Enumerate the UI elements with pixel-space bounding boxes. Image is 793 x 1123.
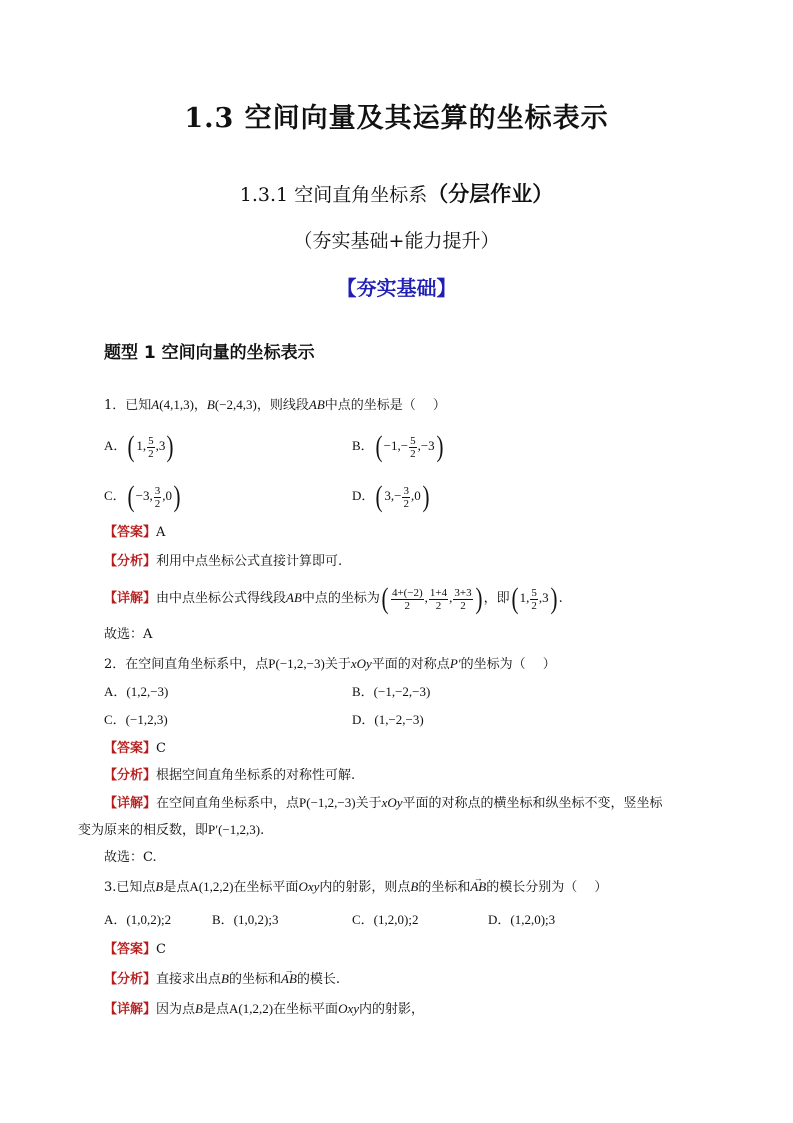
q1-option-d xyxy=(352,482,431,512)
q3-stem-text: 内的射影，则点 xyxy=(319,880,411,895)
option-text: ,0 xyxy=(162,487,173,503)
right-paren: ) xyxy=(436,430,444,463)
point-a: A(1,2,2) xyxy=(189,879,234,894)
result-text: ,3 xyxy=(538,589,549,605)
q1-answer xyxy=(104,524,165,542)
point-b: B xyxy=(195,1001,203,1016)
detail-tag: 【详解】 xyxy=(104,590,157,606)
q3-option-c: C．(1,2,0);2 xyxy=(352,912,419,927)
option-text: ,0 xyxy=(410,487,421,503)
fraction xyxy=(147,435,155,460)
q3-option-a: A．(1,0,2);2 xyxy=(104,912,172,927)
segment-ab: AB xyxy=(286,589,302,605)
q2-option-b: B．(−1,−2,−3) xyxy=(352,684,431,699)
analysis-text: 的模长. xyxy=(296,972,341,987)
point-a-coords: (4,1,3) xyxy=(159,397,194,412)
q1-option-b xyxy=(352,432,445,462)
q2-option-d: D．(1,−2,−3) xyxy=(352,712,424,727)
fraction xyxy=(154,485,162,510)
fraction xyxy=(453,587,472,612)
left-paren: ( xyxy=(375,480,383,513)
numerator: 3 xyxy=(403,484,409,497)
segment-ab: AB xyxy=(308,397,325,412)
numerator: 5 xyxy=(531,586,537,599)
right-paren: ) xyxy=(475,582,483,615)
left-paren: ( xyxy=(127,480,135,513)
plane-xoy: xOy xyxy=(381,795,403,810)
fraction xyxy=(409,435,417,460)
answer-value: A xyxy=(156,525,166,540)
right-paren: ) xyxy=(422,480,430,513)
detail-tag: 【详解】 xyxy=(104,1002,157,1017)
point-b-coords: (−2,4,3) xyxy=(214,397,257,412)
denominator: 2 xyxy=(148,447,154,460)
numerator: 4+(−2) xyxy=(391,586,423,599)
option-text: ,3 xyxy=(155,437,166,453)
numerator: 5 xyxy=(410,434,416,447)
numerator: 3+3 xyxy=(454,586,472,599)
option-label: D． xyxy=(352,487,375,503)
q1-option-a xyxy=(104,432,175,462)
answer-value: C xyxy=(156,741,166,756)
denominator: 2 xyxy=(410,447,416,460)
q2-analysis xyxy=(104,767,355,785)
q1-stem-text: 中点的坐标是（ ） xyxy=(324,398,446,413)
left-paren: ( xyxy=(511,582,519,615)
point-p-prime: P′(−1,2,3) xyxy=(208,822,261,837)
q1-stem-text: 1．已知 xyxy=(104,398,152,413)
q3-stem-text: 的模长分别为（ ） xyxy=(486,880,608,895)
denominator: 2 xyxy=(404,599,411,612)
q2-choice: 故选：C. xyxy=(104,850,157,865)
q3-analysis xyxy=(104,970,340,989)
point-b: B xyxy=(410,879,419,894)
q2-detail xyxy=(104,794,663,813)
q1-option-c xyxy=(104,482,182,512)
answer-tag: 【答案】 xyxy=(104,525,157,540)
point-b: B xyxy=(206,397,215,412)
q3-stem-text: 的坐标和 xyxy=(418,880,471,895)
section-heading: 【夯实基础】 xyxy=(336,276,457,300)
detail-text: 是点 xyxy=(202,1002,229,1017)
detail-text: . xyxy=(558,590,563,606)
detail-text: 中点的坐标为 xyxy=(301,590,380,606)
q2-option-c: C．(−1,2,3) xyxy=(104,712,168,727)
separator: ， xyxy=(193,398,207,413)
answer-tag: 【答案】 xyxy=(104,741,157,756)
q3-stem xyxy=(104,878,607,897)
option-label: C． xyxy=(104,487,126,503)
detail-text: 平面的对称点的横坐标和纵坐标不变，竖坐标 xyxy=(402,796,663,811)
q2-stem-text: 平面的对称点 xyxy=(371,657,450,672)
answer-value: C xyxy=(156,942,166,957)
numerator: 5 xyxy=(148,434,154,447)
q3-stem-text: 在坐标平面 xyxy=(233,880,299,895)
plane-oxy: Oxy xyxy=(338,1001,359,1016)
point-b: B xyxy=(221,971,229,986)
q3-option-b: B．(1,0,2);3 xyxy=(212,912,279,927)
answer-tag: 【答案】 xyxy=(104,942,157,957)
left-paren: ( xyxy=(381,582,389,615)
q2-stem-text: 关于 xyxy=(324,657,351,672)
option-text: −3, xyxy=(135,487,153,503)
point-p-prime: P′ xyxy=(449,656,461,671)
q3-stem-text: 是点 xyxy=(163,880,190,895)
right-paren: ) xyxy=(550,582,558,615)
detail-text: 在空间直角坐标系中，点 xyxy=(156,796,300,811)
result-expression xyxy=(510,582,559,615)
option-text: ,−3 xyxy=(417,437,435,453)
q2-stem-text: 2．在空间直角坐标系中，点 xyxy=(104,657,269,672)
vector-ab: → AB xyxy=(281,970,297,988)
q1-stem-text: ，则线段 xyxy=(256,398,309,413)
option-text: 1, xyxy=(136,437,147,453)
q2-stem xyxy=(104,655,556,674)
subtitle xyxy=(0,178,793,208)
point-a: A xyxy=(151,397,160,412)
detail-text: 内的射影， xyxy=(359,1002,425,1017)
option-label: B． xyxy=(352,437,374,453)
q2-answer xyxy=(104,740,166,758)
type-heading: 题型 1 空间向量的坐标表示 xyxy=(104,343,315,363)
analysis-text: 的坐标和 xyxy=(228,972,281,987)
fraction xyxy=(402,485,410,510)
numerator: 1+4 xyxy=(429,586,448,599)
midpoint-expression: ( $\frac{4+(-2)}{2}$ , $\frac{1+4}{2}$ , $\frac{3+3}{2}$ ) xyxy=(381,582,483,615)
fraction xyxy=(391,587,424,612)
page-title: 1.3 空间向量及其运算的坐标表示 xyxy=(184,103,609,134)
denominator: 2 xyxy=(403,497,409,510)
plane-oxy: Oxy xyxy=(298,879,320,894)
denominator: 2 xyxy=(460,599,466,612)
q3-detail xyxy=(104,1000,424,1019)
point-p: P(−1,2,−3) xyxy=(299,795,356,810)
analysis-text: 直接求出点 xyxy=(156,972,222,987)
q3-stem-text: 3.已知点 xyxy=(104,880,156,895)
left-paren: ( xyxy=(375,430,383,463)
denominator: 2 xyxy=(435,599,442,612)
plane-xoy: xOy xyxy=(350,656,372,671)
detail-tag: 【详解】 xyxy=(104,796,157,811)
detail-text: ，即 xyxy=(483,590,510,606)
q2-stem-text: 的坐标为（ ） xyxy=(460,657,556,672)
detail-text: . xyxy=(260,823,265,838)
point-p: P(−1,2,−3) xyxy=(268,656,325,671)
detail-text: 在坐标平面 xyxy=(273,1002,339,1017)
q1-choice: 故选：A xyxy=(104,627,153,642)
analysis-tag: 【分析】 xyxy=(104,972,157,987)
subtitle-number: 1.3.1 xyxy=(239,184,295,206)
q2-detail-continued xyxy=(78,821,264,840)
denominator: 2 xyxy=(154,497,161,510)
vector-ab: → AB xyxy=(470,878,486,896)
detail-text: 因为点 xyxy=(156,1002,196,1017)
denominator: 2 xyxy=(531,599,537,612)
option-label: A． xyxy=(104,437,127,453)
point-a: A(1,2,2) xyxy=(229,1001,274,1016)
right-paren: ) xyxy=(166,430,174,463)
subtitle-secondary: （夯实基础+能力提升） xyxy=(293,230,500,252)
detail-text: 关于 xyxy=(355,796,382,811)
fraction xyxy=(530,587,538,612)
q3-answer xyxy=(104,941,166,959)
right-paren: ) xyxy=(173,480,181,513)
q3-option-d: D．(1,2,0);3 xyxy=(488,912,556,927)
result-text: 1, xyxy=(519,589,530,605)
option-text: 3,− xyxy=(384,487,402,503)
detail-text: 由中点坐标公式得线段 xyxy=(156,590,287,606)
q1-analysis xyxy=(104,553,342,571)
analysis-tag: 【分析】 xyxy=(104,554,157,569)
subtitle-text: 空间直角坐标系 xyxy=(294,184,428,206)
analysis-tag: 【分析】 xyxy=(104,768,157,783)
q2-option-a: A．(1,2,−3) xyxy=(104,684,169,699)
point-b: B xyxy=(155,879,164,894)
option-text: −1,− xyxy=(383,437,409,453)
detail-text: 变为原来的相反数，即 xyxy=(78,823,209,838)
analysis-text: 根据空间直角坐标系的对称性可解. xyxy=(156,768,356,783)
left-paren: ( xyxy=(127,430,135,463)
q1-detail xyxy=(104,584,563,614)
numerator: 3 xyxy=(154,484,161,497)
fraction xyxy=(429,587,448,612)
analysis-text: 利用中点坐标公式直接计算即可. xyxy=(156,554,343,569)
q1-stem xyxy=(104,396,446,415)
subtitle-bold: （分层作业） xyxy=(427,181,554,206)
